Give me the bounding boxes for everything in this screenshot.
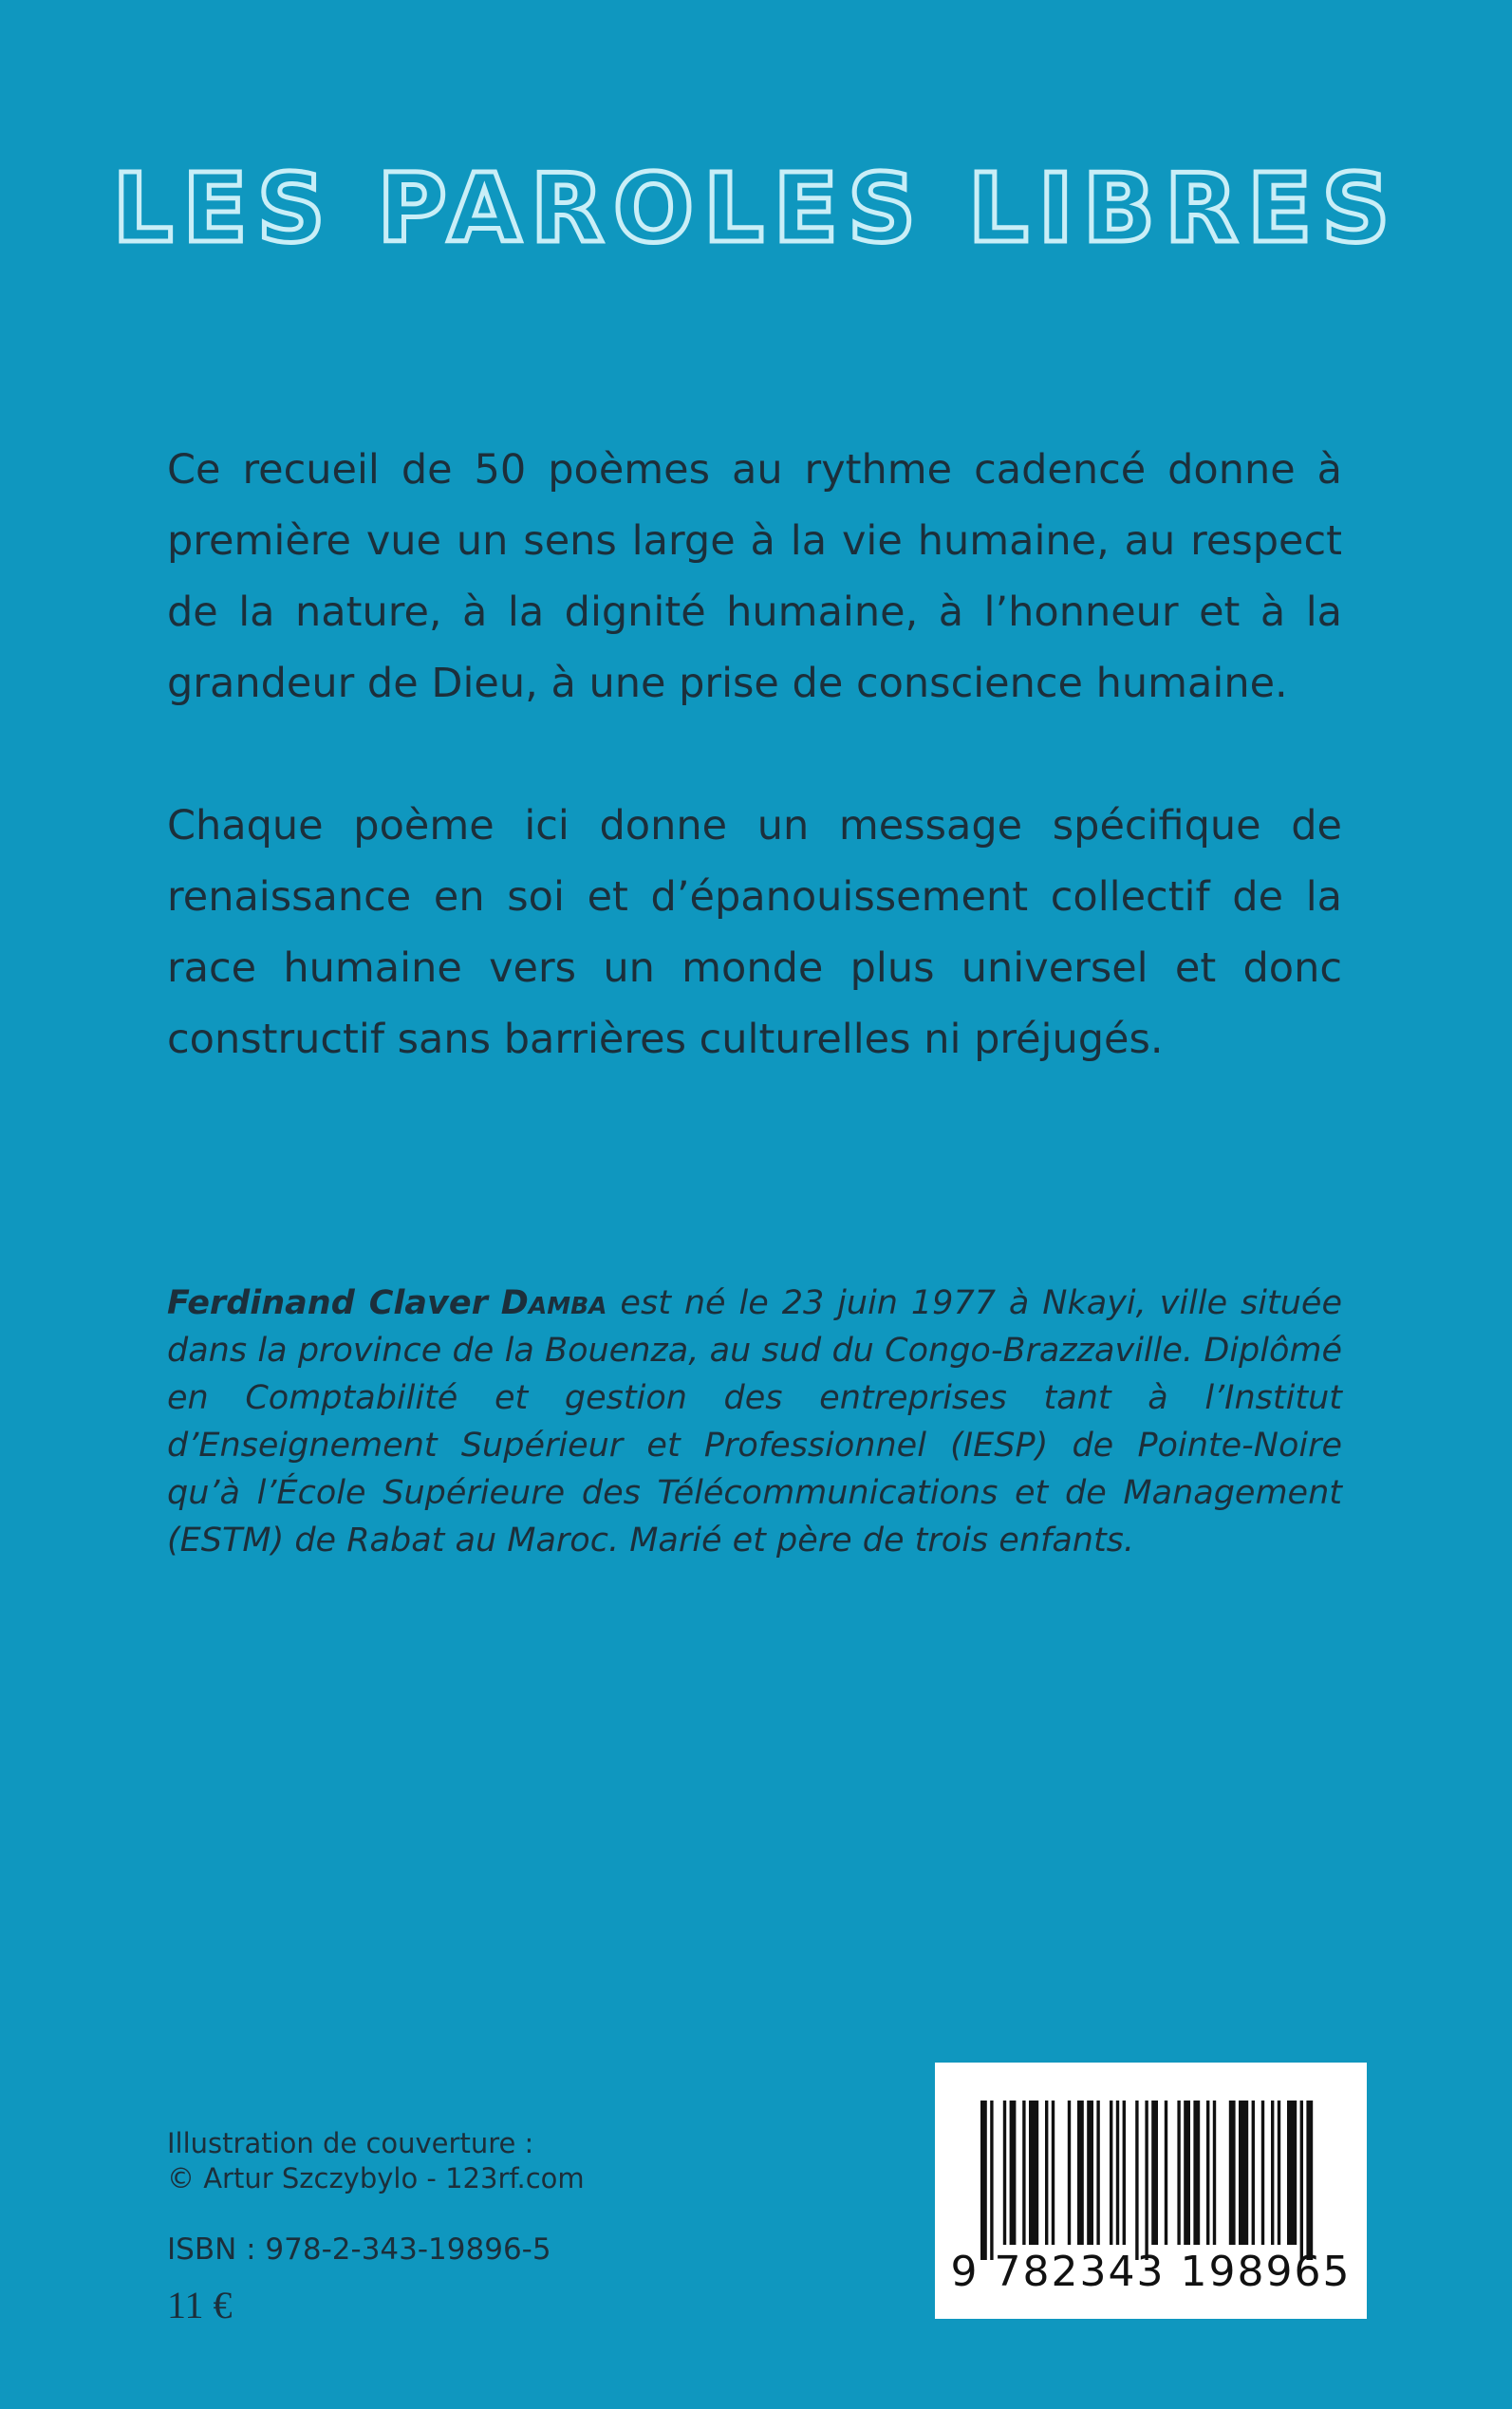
- barcode-bar: [1184, 2101, 1190, 2245]
- barcode-bar: [1145, 2101, 1148, 2260]
- barcode: [935, 2063, 1367, 2319]
- barcode-bar: [1077, 2101, 1084, 2245]
- credits-line-2: © Artur Szczybylo - 123rf.com: [167, 2162, 585, 2194]
- barcode-bar: [1068, 2101, 1071, 2245]
- barcode-digits: 9 782343 198965: [950, 2248, 1352, 2296]
- barcode-bar: [1252, 2101, 1255, 2245]
- barcode-bar: [1116, 2101, 1119, 2245]
- barcode-bar: [990, 2101, 993, 2260]
- summary-paragraph-1: Ce recueil de 50 poèmes au rythme cadencé donne à première vue un sens large à la vie humaine, au respect de la nature, à la dignité humaine, à l’honneur et à la grandeur de Dieu, à une prise de conscience humaine.: [167, 446, 1342, 707]
- barcode-bar: [1271, 2101, 1274, 2245]
- barcode-bar: [1022, 2101, 1025, 2245]
- barcode-bar: [1003, 2101, 1006, 2245]
- barcode-bar: [980, 2101, 987, 2260]
- barcode-bar: [1287, 2101, 1297, 2245]
- barcode-bar: [1306, 2101, 1313, 2260]
- barcode-bar: [1193, 2101, 1200, 2245]
- barcode-bar: [1300, 2101, 1303, 2260]
- price-label: 11 €: [167, 2284, 233, 2326]
- barcode-bar: [1239, 2101, 1248, 2245]
- barcode-bar: [1110, 2101, 1112, 2245]
- barcode-bar: [1278, 2101, 1280, 2245]
- author-bio: [167, 1279, 1342, 1564]
- barcode-bar: [1151, 2101, 1158, 2245]
- barcode-bar: [1096, 2101, 1099, 2245]
- barcode-bar: [1029, 2101, 1038, 2245]
- barcode-bar: [1045, 2101, 1048, 2245]
- credits-line-1: Illustration de couverture :: [167, 2127, 534, 2159]
- book-title: LES PAROLES LIBRES: [112, 153, 1400, 264]
- isbn-label: ISBN : 978-2-343-19896-5: [167, 2232, 551, 2267]
- barcode-bar: [1206, 2101, 1209, 2245]
- barcode-bar: [1229, 2101, 1236, 2245]
- author-last-name: Damba: [500, 1284, 607, 1322]
- barcode-bar: [1177, 2101, 1180, 2245]
- summary-paragraph-2: Chaque poème ici donne un message spécifique de renaissance en soi et d’épanouissement collectif de la race humaine vers un monde plus universel et donc constructif sans barrières culturelles ni préjugés.: [167, 802, 1342, 1063]
- author-bio-text: est né le 23 juin 1977 à Nkayi, ville située dans la province de la Bouenza, au sud du Congo-Brazzaville. Diplômé en Comptabilité et gestion des entreprises tant à l’Institut d’Enseignement Supérieur et Professionnel (IESP) de Pointe-Noire qu’à l’École Supérieure des Télécommunications et de Management (ESTM) de Rabat au Maroc. Marié et père de trois enfants.: [167, 1284, 1342, 1559]
- illustration-credits: [167, 2126, 585, 2196]
- barcode-bar: [1261, 2101, 1264, 2245]
- barcode-bar: [1123, 2101, 1126, 2245]
- barcode-bar: [1165, 2101, 1167, 2245]
- author-first-name: Ferdinand Claver: [167, 1284, 488, 1322]
- barcode-bar: [1087, 2101, 1093, 2245]
- barcode-bar: [1010, 2101, 1017, 2245]
- barcode-bar: [1135, 2101, 1138, 2260]
- barcode-bar: [1052, 2101, 1055, 2245]
- barcode-bar: [1213, 2101, 1216, 2245]
